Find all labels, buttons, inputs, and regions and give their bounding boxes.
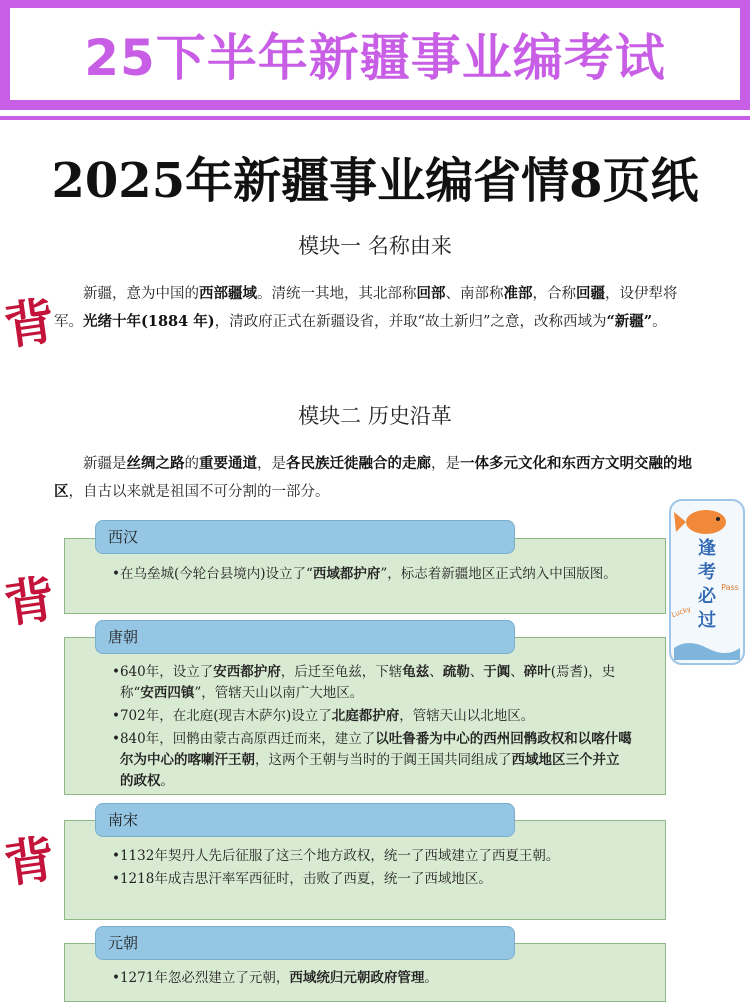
body-text: •1271年忽必烈建立了元朝， (112, 970, 290, 986)
era-item (112, 968, 632, 989)
emphasis-text: 西域都护府 (312, 566, 381, 582)
era-item (112, 729, 632, 792)
body-text: ，自古以来就是祖国不可分割的一部分。 (68, 484, 330, 500)
body-text: ，这两个王朝与当时的于阗王国共同组成了 (255, 752, 512, 768)
era-item (112, 706, 632, 727)
body-text: 。 (424, 970, 438, 986)
body-text: 。 (652, 314, 667, 330)
body-text: •1218年成吉思汗率军西征时，击败了西夏，统一了西域地区。 (112, 871, 492, 887)
document-title: 2025年新疆事业编省情8页纸 (51, 153, 699, 209)
emphasis-text: 龟兹 (402, 664, 430, 680)
body-text: 。 (160, 773, 174, 789)
emphasis-text: 丝绸之路 (126, 455, 185, 472)
emphasis-text: 碎叶 (523, 664, 551, 680)
koi-pass-sticker (668, 498, 746, 666)
era-item (112, 846, 632, 867)
body-text: 、 (469, 664, 484, 680)
sticker-char-4: 过 (698, 610, 716, 631)
body-text: ”，管辖天山以南广大地区。 (194, 685, 364, 701)
body-text: •840年，回鹘由蒙古高原西迁而来，建立了 (112, 731, 376, 747)
body-text: ，后迁至龟兹，下辖 (280, 664, 403, 680)
body-text: ，清政府正式在新疆设省，并取“故土新归”之意，改称西域为 (214, 314, 607, 330)
body-text: ”，标志着新疆地区正式纳入中国版图。 (380, 566, 617, 582)
era-item (112, 564, 632, 585)
body-text: 、 (429, 664, 443, 680)
recite-stamp-3: 背 (0, 828, 59, 895)
banner-divider (0, 116, 750, 120)
body-text: ，设伊犁将军。 (54, 286, 678, 330)
emphasis-text: 于阗 (483, 664, 511, 680)
body-text: 新疆，意为中国的 (83, 286, 199, 302)
banner (0, 0, 750, 110)
era-list-nansong (112, 846, 632, 892)
body-text: ，管辖天山以北地区。 (399, 708, 535, 724)
module1-heading: 模块一 名称由来 (298, 234, 452, 258)
emphasis-text: 光绪十年(1884 年) (83, 313, 215, 330)
emphasis-text: 一体多元文化和东西方文明交融的地区 (54, 455, 692, 500)
era-tab-tang: 唐朝 (95, 620, 515, 654)
body-text: 。清统一其地，其北部称 (257, 286, 417, 302)
era-item (112, 869, 632, 890)
era-item (112, 662, 632, 704)
sticker-char-1: 逢 (698, 538, 716, 559)
emphasis-text: 各民族迁徙融合的走廊 (286, 455, 431, 472)
body-text: 、 (510, 664, 524, 680)
module2-heading: 模块二 历史沿革 (298, 404, 452, 428)
emphasis-text: “新疆” (606, 313, 653, 330)
era-tab-xihan: 西汉 (95, 520, 515, 554)
emphasis-text: 回疆 (576, 285, 605, 302)
body-text: ，合称 (532, 286, 576, 302)
era-list-yuan (112, 968, 632, 991)
emphasis-text: 回部 (416, 285, 446, 302)
banner-title: 25下半年新疆事业编考试 (84, 29, 666, 87)
emphasis-text: 西部疆域 (199, 285, 257, 302)
emphasis-text: 准部 (503, 285, 533, 302)
sticker-char-2: 考 (698, 562, 716, 583)
recite-stamp-2: 背 (0, 568, 59, 635)
sticker-lucky: Lucky (670, 604, 693, 620)
body-text: •1132年契丹人先后征服了这三个地方政权，统一了西域建立了西夏王朝。 (112, 848, 560, 864)
koi-eye-icon (716, 517, 720, 521)
sticker-char-3: 必 (698, 586, 716, 607)
body-text: •在乌垒城(今轮台县境内)设立了“ (112, 566, 313, 582)
koi-fish-icon (686, 510, 726, 534)
era-tab-nansong: 南宋 (95, 803, 515, 837)
era-list-tang (112, 662, 632, 794)
emphasis-text: 重要通道 (199, 455, 257, 472)
recite-stamp-1: 背 (0, 290, 59, 357)
body-text: 的 (184, 456, 199, 472)
emphasis-text: 疏勒 (442, 664, 470, 680)
emphasis-text: 以吐鲁番为中心的西州回鹘政权和以喀什噶尔为中心的喀喇汗王朝 (120, 731, 632, 768)
era-list-xihan (112, 564, 632, 587)
emphasis-text: 西域统归元朝政府管理 (289, 970, 425, 986)
sticker-pass: Pass (721, 583, 739, 592)
body-text: ，是 (257, 456, 286, 472)
body-text: (焉耆)，史称“ (120, 664, 616, 701)
emphasis-text: 安西四镇 (140, 685, 195, 701)
body-text: •640年，设立了 (112, 664, 214, 680)
body-text: 新疆是 (83, 456, 127, 472)
banner-inner (10, 8, 740, 100)
body-text: 、南部称 (445, 286, 504, 302)
module2-paragraph (54, 450, 694, 506)
emphasis-text: 北庭都护府 (331, 708, 400, 724)
body-text: •702年，在北庭(现吉木萨尔)设立了 (112, 708, 332, 724)
body-text: ，是 (431, 456, 460, 472)
module1-paragraph (54, 280, 694, 336)
emphasis-text: 安西都护府 (213, 664, 281, 680)
era-tab-yuan: 元朝 (95, 926, 515, 960)
emphasis-text: 西域地区三个并立的政权 (120, 752, 620, 789)
